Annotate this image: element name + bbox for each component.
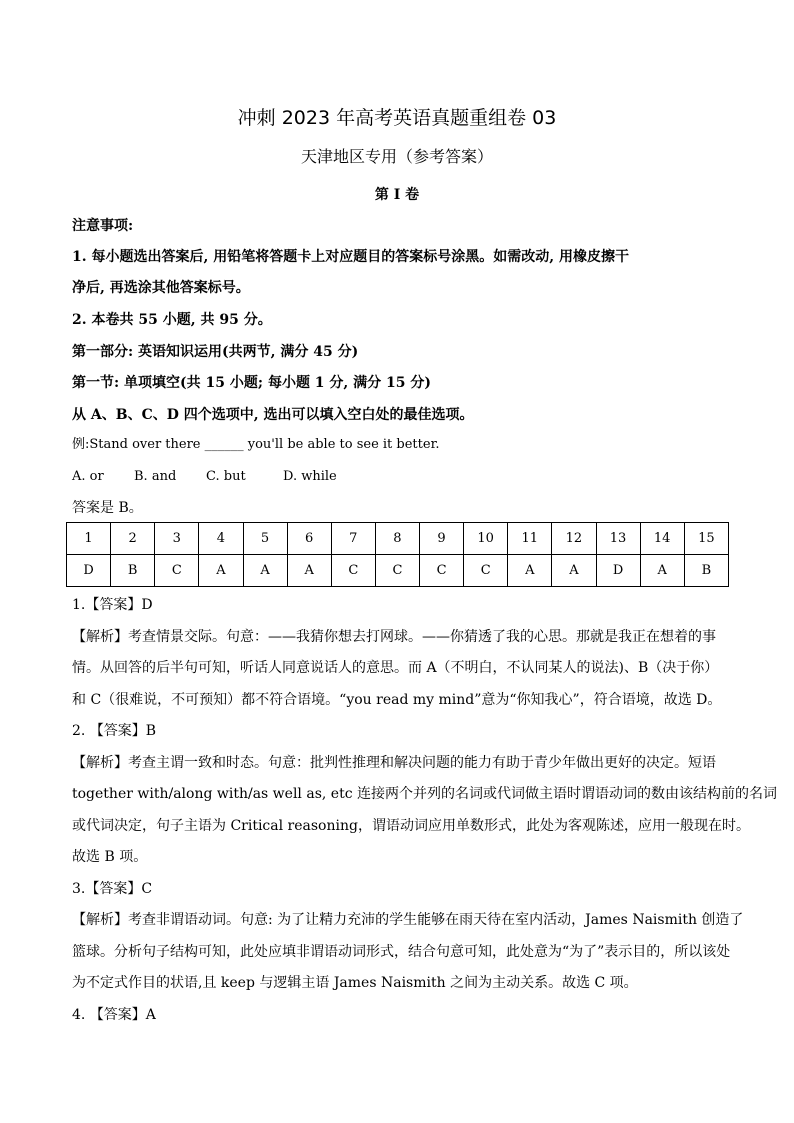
q2-explanation-line: 或代词决定，句子主语为 Critical reasoning，谓语动词应用单数形式，此处为客观陈述，应用一般现在时。 bbox=[72, 817, 750, 834]
option-d: D. while bbox=[283, 469, 337, 484]
table-cell-answer: C bbox=[331, 555, 375, 587]
q3-explanation-line: 篮球。分析句子结构可知，此处应填非谓语动词形式，结合句意可知，此处意为“为了”表示目的，所以该处 bbox=[72, 943, 731, 960]
table-row-answers bbox=[67, 555, 729, 587]
q2-explanation-line: 故选 B 项。 bbox=[72, 849, 148, 865]
q1-explanation-line: 【解析】考查情景交际。句意：——我猜你想去打网球。——你猜透了我的心思。那就是我正在想着的事 bbox=[72, 628, 716, 645]
section-heading: 第一节: 单项填空(共 15 小题; 每小题 1 分, 满分 15 分) bbox=[72, 375, 432, 391]
example-options bbox=[72, 466, 732, 488]
option-a: A. or bbox=[72, 469, 104, 484]
table-cell-answer: A bbox=[552, 555, 596, 587]
q1-explanation-line: 和 C（很难说，不可预知）都不符合语境。“you read my mind”意为“你知我心”，符合语境，故选 D。 bbox=[72, 691, 722, 708]
table-cell-number: 2 bbox=[111, 523, 155, 555]
table-cell-answer: A bbox=[640, 555, 684, 587]
table-cell-number: 3 bbox=[155, 523, 199, 555]
table-cell-number: 11 bbox=[508, 523, 552, 555]
table-cell-answer: B bbox=[111, 555, 155, 587]
page-title: 冲刺 2023 年高考英语真题重组卷 03 bbox=[237, 107, 557, 129]
q3-answer: 3.【答案】C bbox=[72, 880, 153, 897]
volume-label: 第 I 卷 bbox=[374, 187, 420, 203]
q3-explanation-line: 【解析】考查非谓语动词。句意: 为了让精力充沛的学生能够在雨天待在室内活动，James Naismith 创造了 bbox=[72, 912, 744, 928]
example-answer: 答案是 B。 bbox=[72, 500, 143, 516]
q2-answer: 2. 【答案】B bbox=[72, 723, 157, 739]
table-cell-answer: C bbox=[375, 555, 419, 587]
option-c: C. but bbox=[206, 469, 246, 484]
page-subtitle: 天津地区专用（参考答案） bbox=[300, 147, 493, 166]
q1-answer: 1.【答案】D bbox=[72, 597, 153, 613]
table-cell-answer: C bbox=[464, 555, 508, 587]
table-cell-number: 15 bbox=[684, 523, 728, 555]
table-cell-answer: A bbox=[199, 555, 243, 587]
q1-explanation-line: 情。从回答的后半句可知，听话人同意说话人的意思。而 A（不明白，不认同某人的说法)、B（决于你） bbox=[72, 660, 719, 676]
table-cell-number: 10 bbox=[464, 523, 508, 555]
table-cell-answer: D bbox=[596, 555, 640, 587]
q4-answer: 4. 【答案】A bbox=[72, 1006, 156, 1023]
table-cell-number: 5 bbox=[243, 523, 287, 555]
table-cell-number: 13 bbox=[596, 523, 640, 555]
table-cell-answer: A bbox=[243, 555, 287, 587]
table-cell-answer: A bbox=[287, 555, 331, 587]
notice-heading: 注意事项: bbox=[72, 218, 134, 234]
table-cell-number: 4 bbox=[199, 523, 243, 555]
table-cell-answer: B bbox=[684, 555, 728, 587]
table-cell-number: 7 bbox=[331, 523, 375, 555]
table-cell-number: 8 bbox=[375, 523, 419, 555]
answer-table bbox=[66, 522, 729, 587]
explanations bbox=[72, 590, 777, 1031]
table-cell-number: 14 bbox=[640, 523, 684, 555]
option-b: B. and bbox=[134, 469, 177, 484]
table-cell-number: 12 bbox=[552, 523, 596, 555]
section-instruction: 从 A、B、C、D 四个选项中, 选出可以填入空白处的最佳选项。 bbox=[72, 407, 474, 423]
example-sentence: 例:Stand over there ______ you'll be able to see it better. bbox=[72, 437, 440, 452]
notice-item: 净后, 再选涂其他答案标号。 bbox=[72, 280, 250, 296]
table-cell-answer: C bbox=[420, 555, 464, 587]
q3-explanation-line: 为不定式作目的状语,且 keep 与逻辑主语 James Naismith 之间为主动关系。故选 C 项。 bbox=[72, 975, 638, 991]
table-cell-answer: A bbox=[508, 555, 552, 587]
table-row-numbers bbox=[67, 523, 729, 555]
table-cell-answer: D bbox=[67, 555, 111, 587]
q2-explanation-line: 【解析】考查主谓一致和时态。句意：批判性推理和解决问题的能力有助于青少年做出更好的决定。短语 bbox=[72, 754, 716, 771]
notice-item: 1. 每小题选出答案后, 用铅笔将答题卡上对应题目的答案标号涂黑。如需改动, 用橡皮擦干 bbox=[72, 249, 629, 265]
table-cell-answer: C bbox=[155, 555, 199, 587]
part-heading: 第一部分: 英语知识运用(共两节, 满分 45 分) bbox=[72, 344, 359, 360]
table-cell-number: 6 bbox=[287, 523, 331, 555]
table-cell-number: 1 bbox=[67, 523, 111, 555]
q2-explanation-line: together with/along with/as well as, etc 连接两个并列的名词或代词做主语时谓语动词的数由该结构前的名词 bbox=[72, 786, 777, 802]
notice-item: 2. 本卷共 55 小题, 共 95 分。 bbox=[72, 312, 272, 328]
table-cell-number: 9 bbox=[420, 523, 464, 555]
